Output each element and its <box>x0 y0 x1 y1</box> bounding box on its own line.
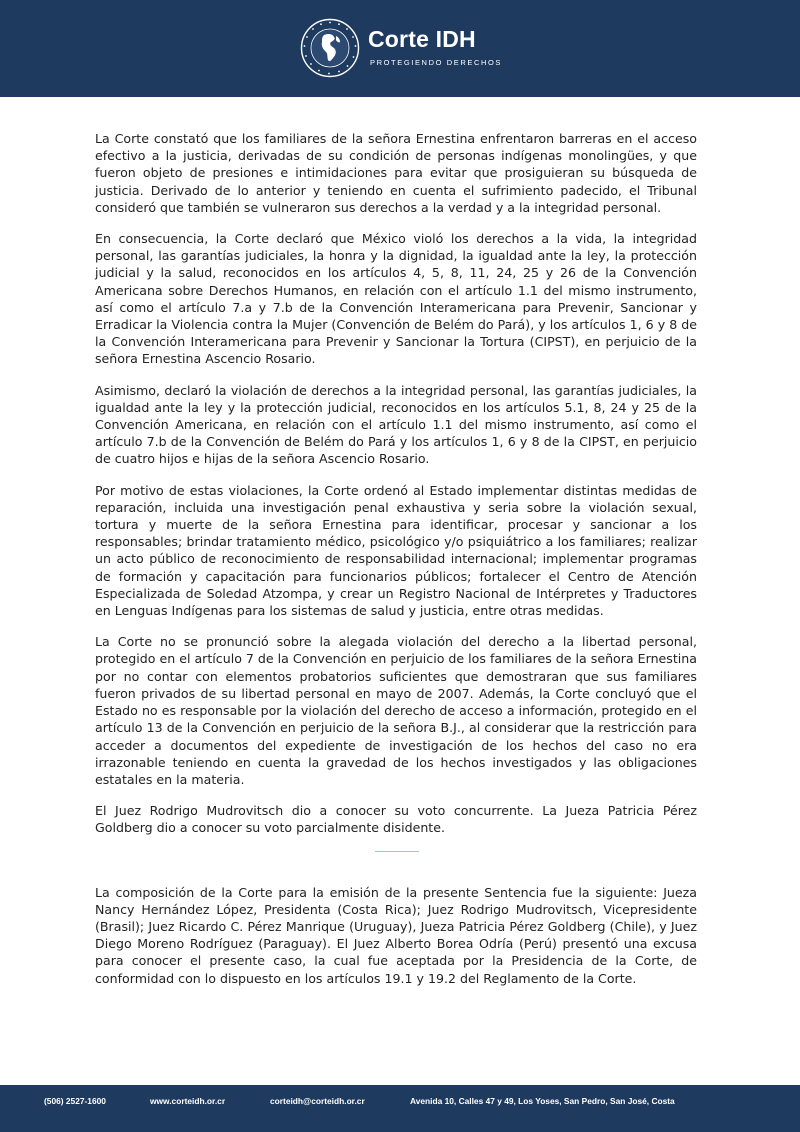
paragraph: En consecuencia, la Corte declaró que México violó los derechos a la vida, la integridad personal, las garantías judiciales, la honra y la dignidad, la igualdad ante la ley, la protección judicial y la salud, reconocidos en los artículos 4, 5, 8, 11, 24, 25 y 26 de la Convención Americana sobre Derechos Humanos, en relación con el artículo 1.1 del mismo instrumento, así como el artículo 7.a y 7.b de la Convención Interamericana para Prevenir, Sancionar y Erradicar la Violencia contra la Mujer (Convención de Belém do Pará), y los artículos 1, 6 y 8 de la Convención Interamericana para Prevenir y Sancionar la Tortura (CIPST), en perjuicio de la señora Ernestina Ascencio Rosario. <box>95 231 697 367</box>
section-divider <box>375 851 419 852</box>
paragraph: Por motivo de estas violaciones, la Corte ordenó al Estado implementar distintas medidas de reparación, incluida una investigación penal exhaustiva y seria sobre la violación sexual, tortura y muerte de la señora Ernestina para identificar, procesar y sancionar a los responsables; brindar tratamiento médico, psicológico y/o psiquiátrico a los familiares; realizar un acto público de reconocimiento de responsabilidad internacional; implementar programas de formación y capacitación para funcionarios públicos; fortalecer el Centro de Atención Especializada de Soledad Atzompa, y crear un Registro Nacional de Intérpretes y Traductores en Lenguas Indígenas para los sistemas de salud y justicia, entre otras medidas. <box>95 482 697 619</box>
corte-idh-logo <box>300 18 503 80</box>
page-header <box>0 0 800 97</box>
footer-email-link[interactable]: corteidh@corteidh.or.cr <box>270 1096 365 1106</box>
footer-address: Avenida 10, Calles 47 y 49, Los Yoses, San Pedro, San José, Costa <box>410 1096 675 1106</box>
court-seal-icon <box>300 18 360 78</box>
paragraph: La Corte no se pronunció sobre la alegada violación del derecho a la libertad personal, protegido en el artículo 7 de la Convención en perjuicio de los familiares de la señora Ernestina por no contar con elementos probatorios suficientes que demostraran que sus familiares fueron privados de su libertad personal en mayo de 2007. Además, la Corte concluyó que el Estado no es responsable por la violación del derecho de acceso a información, protegido en el artículo 13 de la Convención en perjuicio de la señora B.J., al considerar que la restricción para acceder a documentos del expediente de investigación de los hechos del caso no era irrazonable teniendo en cuenta la gravedad de los hechos investigados y las obligaciones estatales en la materia. <box>95 634 697 787</box>
brand-tagline: PROTEGIENDO DERECHOS <box>370 58 503 67</box>
paragraph: El Juez Rodrigo Mudrovitsch dio a conocer su voto concurrente. La Jueza Patricia Pérez Goldberg dio a conocer su voto parcialmente disidente. <box>95 803 697 836</box>
document-body <box>95 130 697 1001</box>
page-footer <box>0 1085 800 1132</box>
footer-phone[interactable]: (506) 2527-1600 <box>44 1096 106 1106</box>
brand-name: Corte IDH <box>368 26 476 52</box>
composition-paragraph: La composición de la Corte para la emisión de la presente Sentencia fue la siguiente: Jueza Nancy Hernández López, Presidenta (Costa Rica); Juez Rodrigo Mudrovitsch, Vicepresidente (Brasil); Juez Ricardo C. Pérez Manrique (Uruguay), Jueza Patricia Pérez Goldberg (Chile), y Juez Diego Moreno Rodríguez (Paraguay). El Juez Alberto Borea Odría (Perú) presentó una excusa para conocer el presente caso, la cual fue aceptada por la Presidencia de la Corte, de conformidad con lo dispuesto en los artículos 19.1 y 19.2 del Reglamento de la Corte. <box>95 884 697 986</box>
footer-website-link[interactable]: www.corteidh.or.cr <box>150 1096 226 1106</box>
paragraph: Asimismo, declaró la violación de derechos a la integridad personal, las garantías judiciales, la igualdad ante la ley y la protección judicial, reconocidos en los artículos 5.1, 8, 24 y 25 de la Convención Americana, en relación con el artículo 1.1 del mismo instrumento, así como el artículo 7.b de la Convención de Belém do Pará y los artículos 1, 6 y 8 de la CIPST, en perjuicio de cuatro hijos e hijas de la señora Ascencio Rosario. <box>95 382 697 467</box>
paragraph: La Corte constató que los familiares de la señora Ernestina enfrentaron barreras en el acceso efectivo a la justicia, derivadas de su condición de personas indígenas monolingües, y que fueron objeto de presiones e intimidaciones para evitar que prosiguieran su búsqueda de justicia. Derivado de lo anterior y teniendo en cuenta el sufrimiento padecido, el Tribunal consideró que también se vulneraron sus derechos a la verdad y a la integridad personal. <box>95 131 697 215</box>
